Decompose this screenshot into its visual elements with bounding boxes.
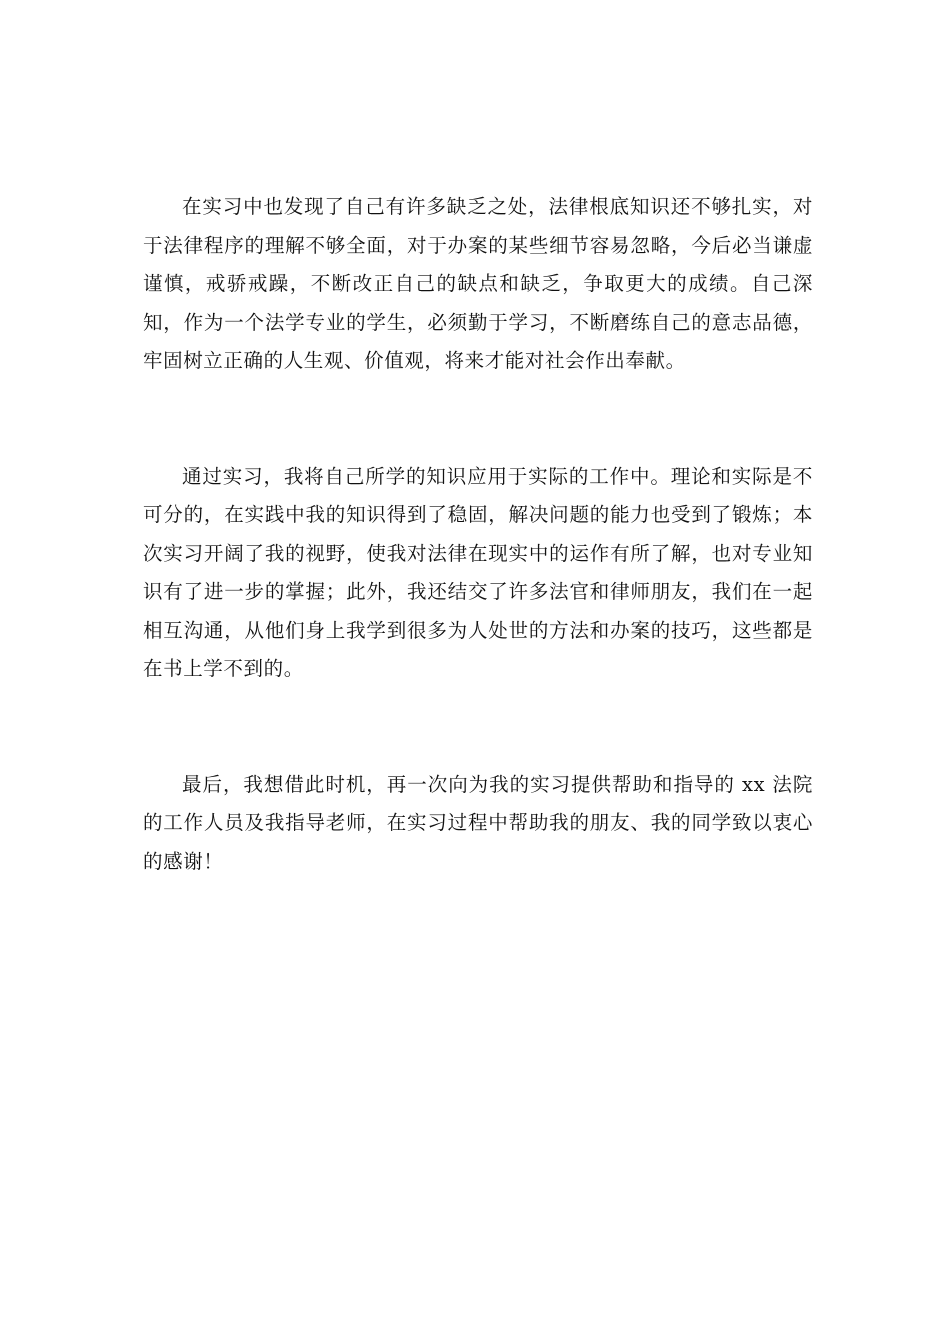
- document-body: [143, 188, 813, 881]
- paragraph-spacer: [143, 689, 813, 766]
- paragraph-shortcomings: 在实习中也发现了自己有许多缺乏之处，法律根底知识还不够扎实，对于法律程序的理解不够全面，对于办案的某些细节容易忽略，今后必当谦虚谨慎，戒骄戒躁，不断改正自己的缺点和缺乏，争取更大的成绩。自己深知，作为一个法学专业的学生，必须勤于学习，不断磨练自己的意志品德，牢固树立正确的人生观、价值观，将来才能对社会作出奉献。: [143, 195, 813, 372]
- paragraph-spacer: [143, 381, 813, 458]
- paragraph-thanks: 最后，我想借此时机，再一次向为我的实习提供帮助和指导的 xx 法院的工作人员及我指导老师，在实习过程中帮助我的朋友、我的同学致以衷心的感谢！: [143, 772, 813, 873]
- paragraph-gains: 通过实习，我将自己所学的知识应用于实际的工作中。理论和实际是不可分的，在实践中我的知识得到了稳固，解决问题的能力也受到了锻炼；本次实习开阔了我的视野，使我对法律在现实中的运作有所了解，也对专业知识有了进一步的掌握；此外，我还结交了许多法官和律师朋友，我们在一起相互沟通，从他们身上我学到很多为人处世的方法和办案的技巧，这些都是在书上学不到的。: [143, 464, 813, 680]
